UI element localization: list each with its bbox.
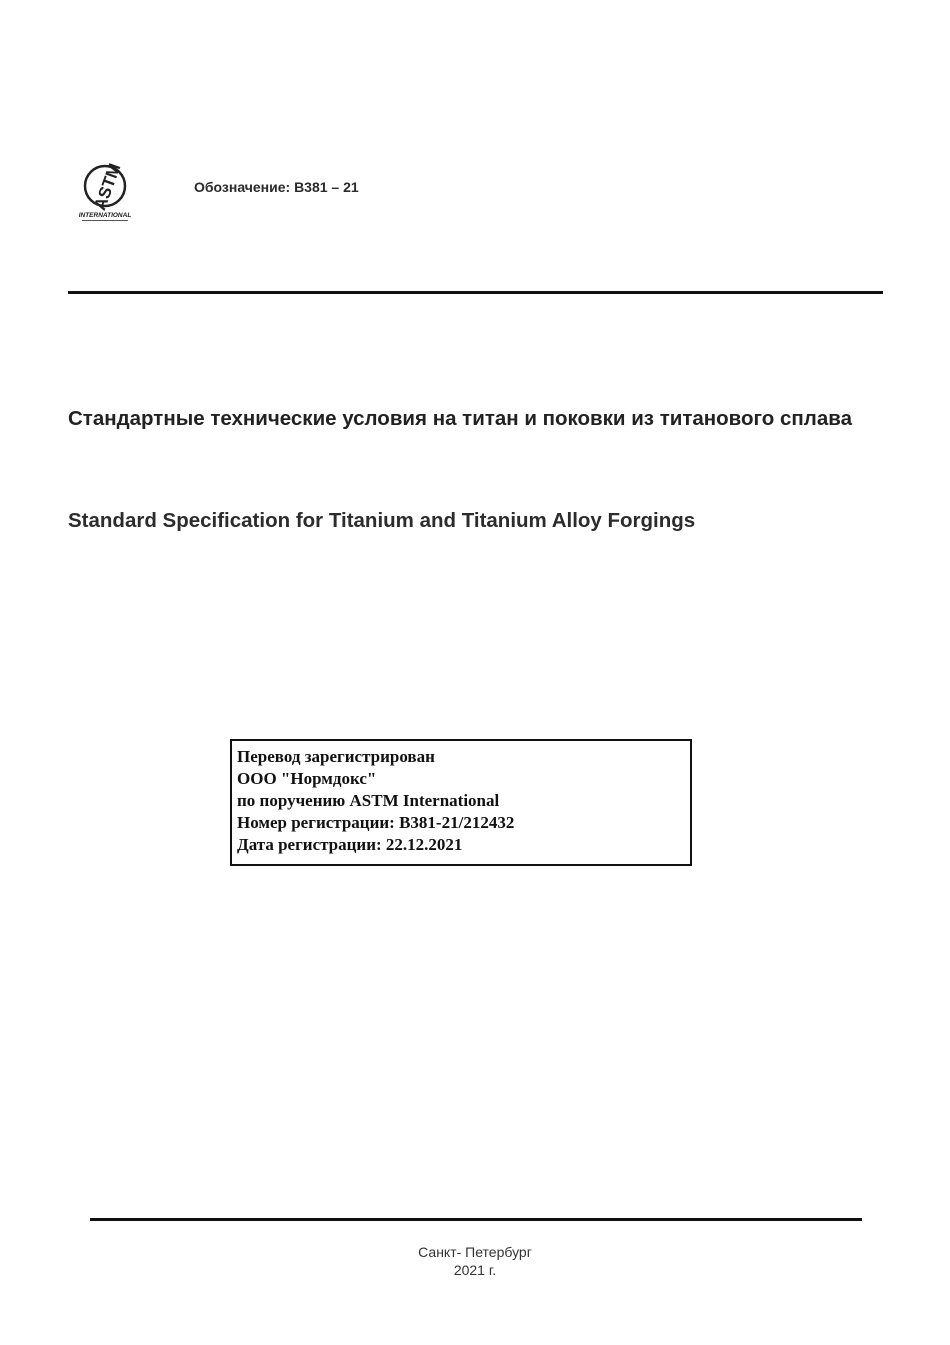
logo-subtext: INTERNATIONAL xyxy=(78,212,132,219)
bottom-divider xyxy=(90,1218,862,1221)
title-russian: Стандартные технические условия на титан и поковки из титанового сплава xyxy=(68,407,852,430)
title-english: Standard Specification for Titanium and Titanium Alloy Forgings xyxy=(68,509,696,532)
registration-number: Номер регистрации: B381-21/212432 xyxy=(237,813,515,832)
registration-box xyxy=(230,739,692,866)
astm-international-logo-icon xyxy=(78,163,132,223)
registration-date: Дата регистрации: 22.12.2021 xyxy=(237,835,463,854)
registration-line: Перевод зарегистрирован xyxy=(237,747,435,766)
footer xyxy=(0,1243,950,1279)
logo-text: ASTM xyxy=(90,163,125,213)
registration-lines xyxy=(237,746,514,856)
footer-city: Санкт- Петербург xyxy=(418,1244,532,1260)
footer-year: 2021 г. xyxy=(453,1262,497,1278)
top-divider xyxy=(68,291,883,294)
registration-line: ООО "Нормдокс" xyxy=(237,769,377,788)
registration-line: по поручению ASTM International xyxy=(237,791,500,810)
document-designation: Обозначение: B381 – 21 xyxy=(194,179,359,195)
